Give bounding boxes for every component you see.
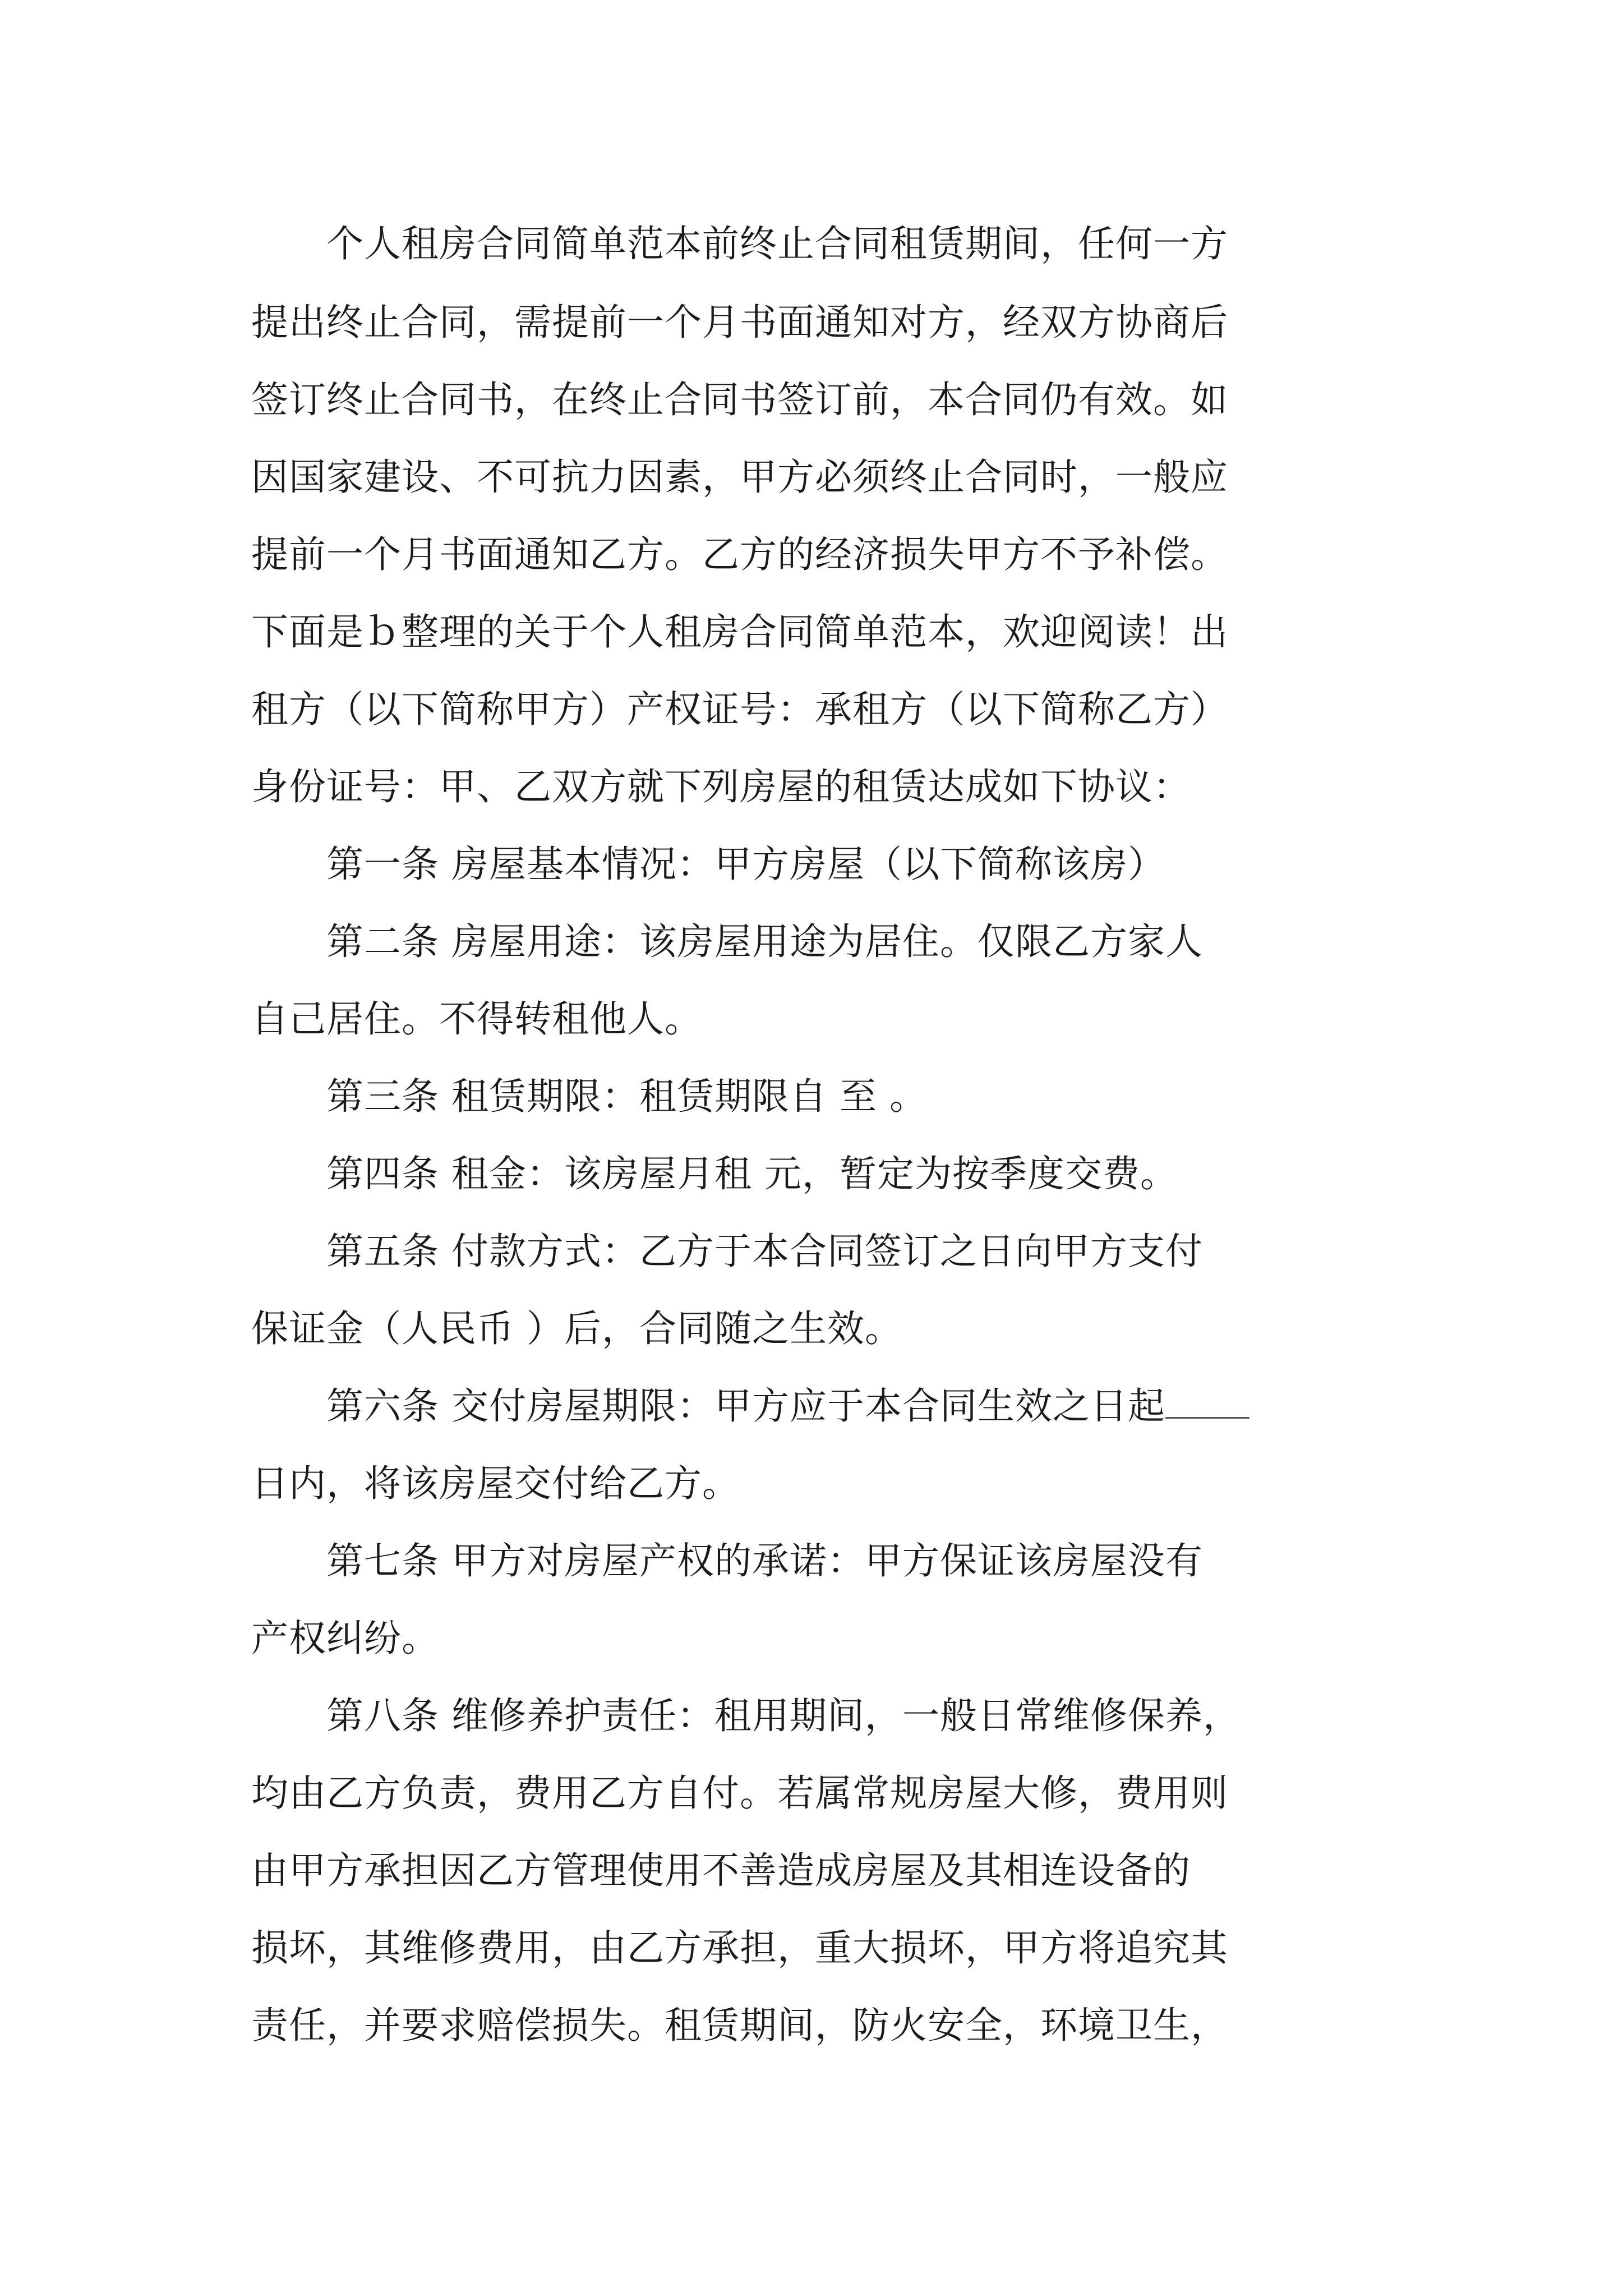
text-line: 提前一个月书面通知乙方。乙方的经济损失甲方不予补偿。	[251, 533, 1228, 576]
text-segment: 第六条 交付房屋期限：甲方应于本合同生效之日起	[251, 1384, 1165, 1428]
text-line: 身份证号：甲、乙双方就下列房屋的租赁达成如下协议：	[251, 765, 1191, 808]
text-line: 自己居住。不得转租他人。	[251, 997, 702, 1041]
text-line: 因国家建设、不可抗力因素，甲方必须终止合同时，一般应	[251, 455, 1228, 499]
text-line: 签订终止合同书，在终止合同书签订前，本合同仍有效。如	[251, 378, 1228, 421]
text-line: 由甲方承担因乙方管理使用不善造成房屋及其相连设备的	[251, 1849, 1191, 1892]
text-line: 第一条 房屋基本情况：甲方房屋（以下简称该房）	[251, 843, 1165, 886]
text-line: 责任，并要求赔偿损失。租赁期间，防火安全，环境卫生，	[251, 2004, 1228, 2047]
fill-in-blank	[1165, 1383, 1249, 1419]
text-line: 第四条 租金：该房屋月租 元，暂定为按季度交费。	[251, 1152, 1178, 1195]
text-line: 均由乙方负责，费用乙方自付。若属常规房屋大修，费用则	[251, 1772, 1228, 1815]
text-line: 第三条 租赁期限：租赁期限自 至 。	[251, 1075, 927, 1118]
text-line: 损坏，其维修费用，由乙方承担，重大损坏，甲方将追究其	[251, 1926, 1228, 1970]
text-line: 下面是ｂ整理的关于个人租房合同简单范本，欢迎阅读！出	[251, 610, 1228, 654]
text-line: 日内，将该房屋交付给乙方。	[251, 1462, 740, 1505]
text-line: 租方（以下简称甲方）产权证号：承租方（以下简称乙方）	[251, 688, 1228, 731]
text-line: 第五条 付款方式：乙方于本合同签订之日向甲方支付	[251, 1230, 1203, 1273]
text-line: 个人租房合同简单范本前终止合同租赁期间，任何一方	[251, 222, 1228, 265]
text-line: 保证金（人民币 ）后，合同随之生效。	[251, 1307, 902, 1350]
text-line: 第二条 房屋用途：该房屋用途为居住。仅限乙方家人	[251, 920, 1203, 963]
text-line: 第七条 甲方对房屋产权的承诺：甲方保证该房屋没有	[251, 1539, 1203, 1582]
text-line: 产权纠纷。	[251, 1617, 439, 1660]
text-line: 第八条 维修养护责任：租用期间，一般日常维修保养，	[251, 1694, 1241, 1737]
text-line: 提出终止合同，需提前一个月书面通知对方，经双方协商后	[251, 301, 1228, 344]
text-line-with-blank	[251, 1381, 1373, 1432]
